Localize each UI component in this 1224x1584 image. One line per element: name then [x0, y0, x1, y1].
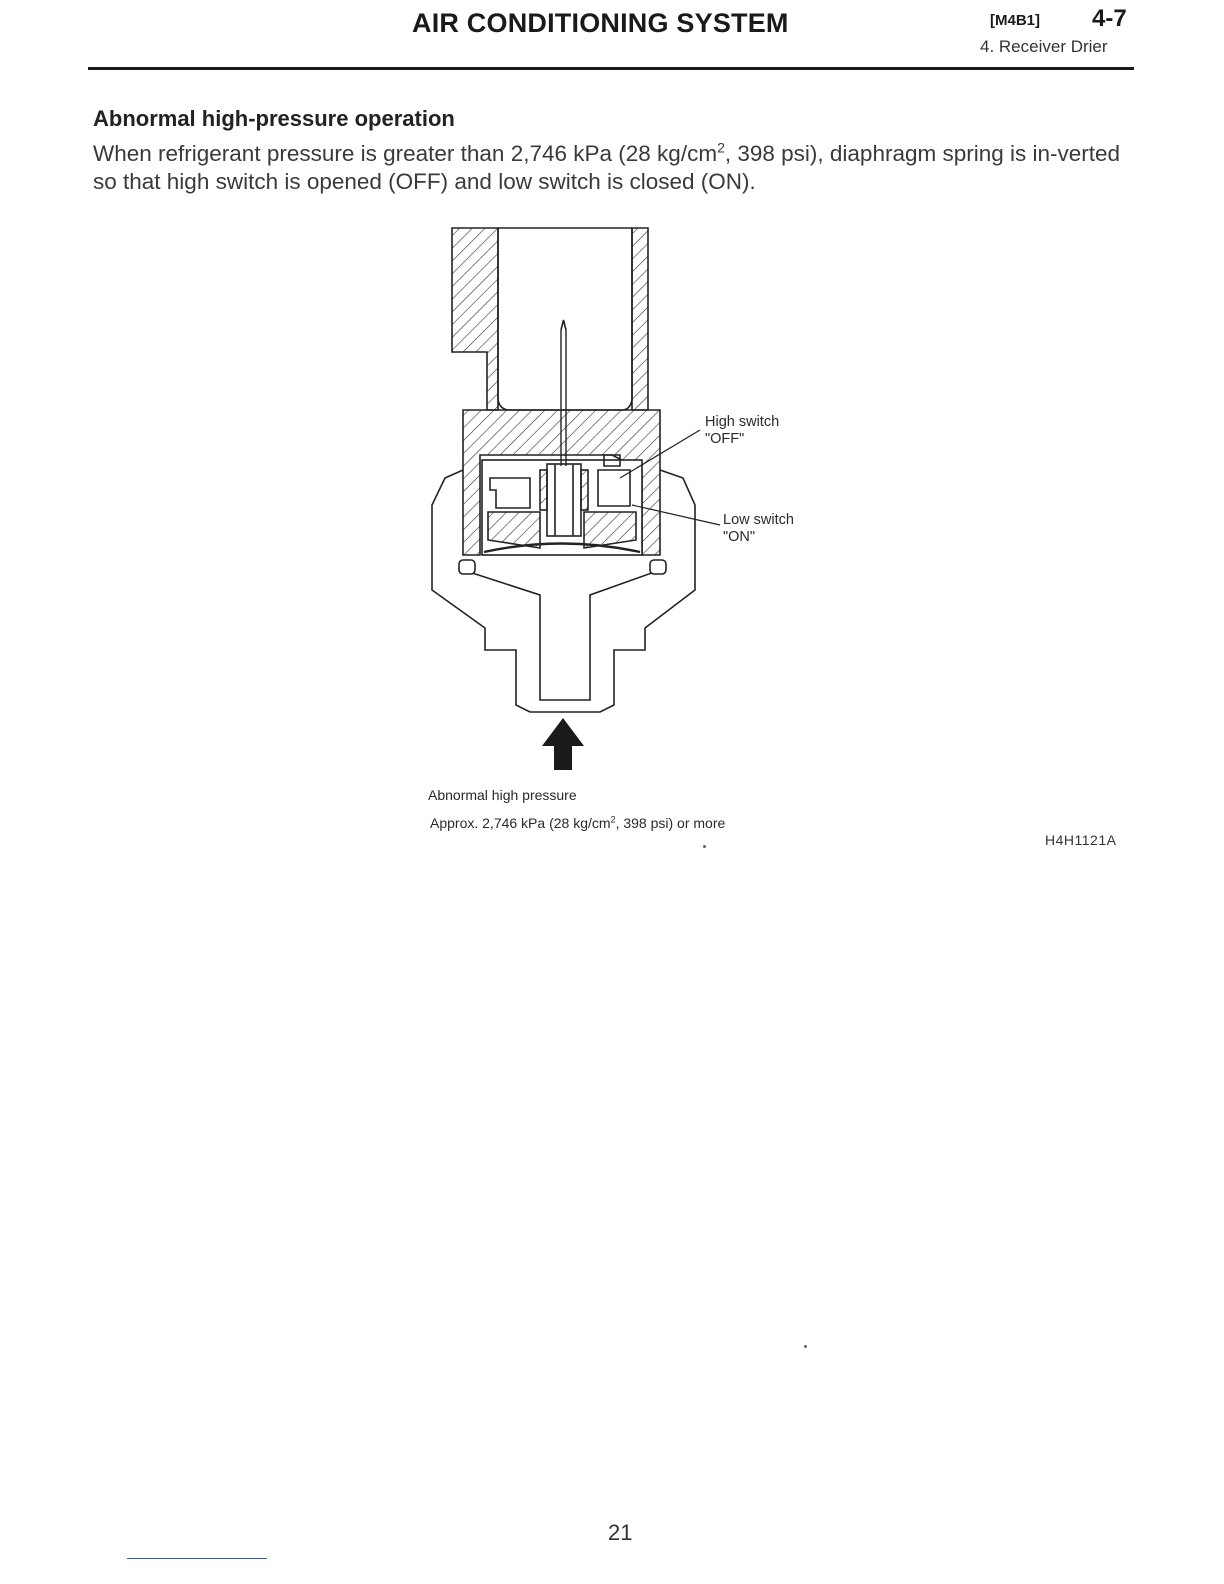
scan-speck: [703, 845, 706, 848]
switch-body: [432, 228, 695, 712]
page-code: 4-7: [1092, 5, 1127, 32]
header-divider: [88, 67, 1134, 70]
body-paragraph: [93, 140, 1138, 196]
figure-caption-value: [430, 815, 725, 831]
low-switch-label: Low switch: [723, 512, 794, 528]
footer-rule: [127, 1558, 267, 1559]
body-text-part1: When refrigerant pressure is greater than 2,746 kPa (28 kg/cm: [93, 141, 718, 166]
pressure-switch-diagram: [420, 218, 820, 778]
high-pressure-arrow-icon: [542, 718, 584, 770]
page-number: 21: [608, 1520, 633, 1545]
low-switch-state: "ON": [723, 529, 756, 545]
caption-value-part1: Approx. 2,746 kPa (28 kg/cm: [430, 815, 611, 831]
body-superscript: 2: [717, 139, 725, 156]
body-text-part2: , 398 psi), diaphragm spring is in-verted so that high switch is opened (OFF) and low switch is closed (ON).: [93, 141, 1121, 194]
section-heading: Abnormal high-pressure operation: [93, 106, 455, 131]
caption-value-part2: , 398 psi) or more: [615, 815, 726, 831]
chapter-title: AIR CONDITIONING SYSTEM: [412, 8, 789, 38]
high-switch-state: "OFF": [705, 431, 745, 447]
figure-code: H4H1121A: [1045, 832, 1117, 848]
figure-caption-title: Abnormal high pressure: [428, 787, 577, 803]
high-switch-label: High switch: [705, 414, 780, 430]
section-code: [M4B1]: [990, 12, 1041, 29]
caption-superscript: 2: [610, 814, 616, 825]
scan-speck: [804, 1345, 807, 1348]
subsection-title: 4. Receiver Drier: [980, 37, 1108, 56]
